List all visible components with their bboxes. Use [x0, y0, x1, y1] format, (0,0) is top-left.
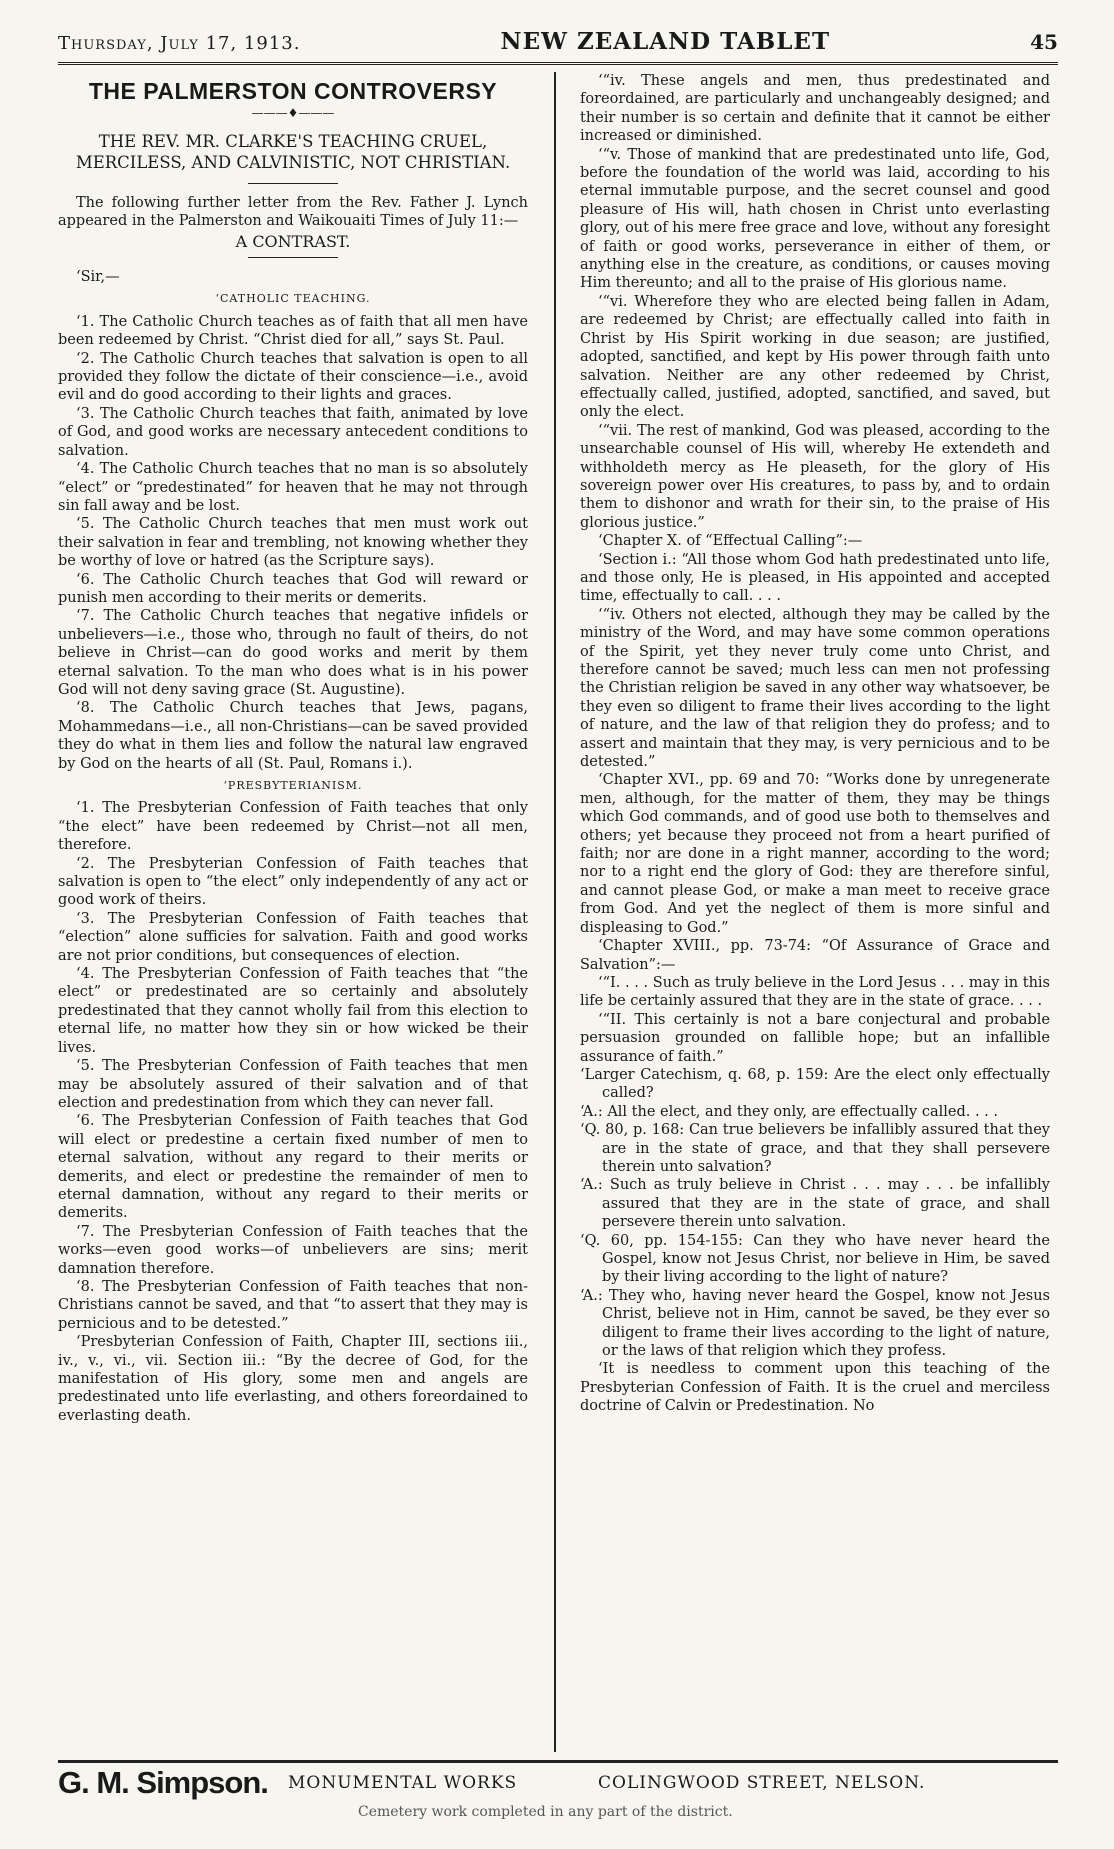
- presbyterian-point: ‘4. The Presbyterian Confession of Faith teaches that “the elect” or predestinated are so certainly and absolutely predestinated that they cannot wholly fail from this election to eternal life, no matter how they sin or how wicked be their lives.: [58, 966, 528, 1056]
- catholic-teaching-list: [58, 313, 528, 773]
- advert-address: COLINGWOOD STREET, NELSON.: [598, 1773, 926, 1793]
- presbyterian-list: [58, 799, 528, 1425]
- catholic-point: ‘2. The Catholic Church teaches that salvation is open to all provided they follow the dictate of their conscience—i.e., avoid evil and do good according to their lights and graces.: [58, 350, 528, 404]
- presbyterian-point: ‘Presbyterian Confession of Faith, Chapter III, sections iii., iv., v., vi., vii. Section iii.: “By the decree of God, for the manifestation of His glory, some men and angels are predestinated unto life everlasting, and others foreordained to everlasting death.: [58, 1334, 528, 1424]
- masthead: [58, 28, 1058, 65]
- confession-paragraph: ‘“vii. The rest of mankind, God was pleased, according to the unsearchable counsel of His will, whereby He extendeth and withholdeth mercy as He pleaseth, for the glory of His sovereign power over His creatures, to pass by, and to ordain them to dishonor and wrath for their sin, to the praise of His glorious justice.”: [580, 422, 1050, 531]
- issue-date: Thursday, July 17, 1913.: [58, 33, 301, 54]
- closing-paragraph: ‘It is needless to comment upon this teaching of the Presbyterian Confession of Faith. It is the cruel and merciless doctrine of Calvin or Predestination. No: [580, 1361, 1050, 1415]
- catechism-item: ‘Larger Catechism, q. 68, p. 159: Are the elect only effectually called?: [580, 1066, 1050, 1102]
- presbyterian-point: ‘3. The Presbyterian Confession of Faith teaches that “election” alone sufficies for salvation. Faith and good works are not prior conditions, but consequences of election.: [58, 910, 528, 964]
- presbyterian-heading: ‘PRESBYTERIANISM.: [223, 779, 363, 792]
- presbyterian-point: ‘5. The Presbyterian Confession of Faith teaches that men may be absolutely assured of their salvation and of that election and predestination from which they can never fall.: [58, 1058, 528, 1111]
- presbyterian-point: ‘8. The Presbyterian Confession of Faith teaches that non-Christians cannot be saved, and that “to assert that they may is pernicious and to be detested.”: [58, 1278, 528, 1332]
- newspaper-page: [58, 28, 1058, 1828]
- catechism-item: ‘A.: Such as truly believe in Christ . . . may . . . be infallibly assured that they are in the state of grace, and shall persevere therein unto salvation.: [580, 1177, 1050, 1231]
- divider: [248, 183, 338, 184]
- salutation: ‘Sir,—: [76, 269, 120, 286]
- article-columns: [58, 72, 1058, 1752]
- article-subtitle: THE REV. MR. CLARKE'S TEACHING CRUEL, MERCILESS, AND CALVINISTIC, NOT CHRISTIAN.: [75, 131, 511, 172]
- confession-paragraph: ‘“iv. These angels and men, thus predestinated and foreordained, are particularly and unchangeably designed; and their number is so certain and definite that it cannot be either increased or diminished.: [580, 73, 1050, 145]
- catechism-item: ‘A.: All the elect, and they only, are effectually called. . . .: [580, 1103, 999, 1120]
- catholic-point: ‘8. The Catholic Church teaches that Jews, pagans, Mohammedans—i.e., all non-Christians—can be saved provided they do what in them lies and follow the natural law engraved by God on the hearts of all (St. Paul, Romans i.).: [58, 700, 528, 772]
- confession-paragraph: ‘Chapter XVIII., pp. 73-74: “Of Assurance of Grace and Salvation”:—: [580, 938, 1050, 973]
- advert-firm: G. M. Simpson.: [58, 1765, 268, 1800]
- advert-cut-line: Cemetery work completed in any part of the district.: [358, 1804, 733, 1820]
- confession-paragraph: ‘“II. This certainly is not a bare conjectural and probable persuasion grounded on fallible hope; but an infallible assurance of faith.”: [580, 1011, 1050, 1065]
- paper-title: NEW ZEALAND TABLET: [500, 28, 831, 55]
- catechism-item: ‘A.: They who, having never heard the Gospel, know not Jesus Christ, believe not in Him, cannot be saved, be they ever so diligent to frame their lives according to the light of nature, or the laws of that religion which they profess.: [580, 1287, 1050, 1360]
- confession-paragraph: ‘“I. . . . Such as truly believe in the Lord Jesus . . . may in this life be certainly assured that they are in the state of grace. . . .: [580, 974, 1050, 1010]
- divider: [248, 257, 338, 258]
- page-number: 45: [1030, 30, 1058, 54]
- presbyterian-point: ‘1. The Presbyterian Confession of Faith teaches that only “the elect” have been redeemed by Christ—not all men, therefore.: [58, 800, 528, 854]
- catholic-point: ‘1. The Catholic Church teaches as of faith that all men have been redeemed by Christ. “Christ died for all,” says St. Paul.: [58, 313, 528, 349]
- catechism-list: [580, 1066, 1050, 1361]
- advertisement: [58, 1760, 1058, 1803]
- column-rule: [554, 72, 556, 1752]
- confession-paragraph: ‘“v. Those of mankind that are predestinated unto life, God, before the foundation of the world was laid, according to his eternal immutable purpose, and the secret counsel and good pleasure of His will, hath chosen in Christ unto everlasting glory, out of his mere free grace and love, without any foresight of faith or good works, perseverance in either of them, or anything else in the creature, as conditions, or causes moving Him thereunto; and all to the praise of His glorious name.: [580, 146, 1050, 292]
- contrast-heading: A CONTRAST.: [235, 231, 351, 251]
- catholic-point: ‘6. The Catholic Church teaches that God will reward or punish men according to their merits or demerits.: [58, 571, 528, 606]
- catechism-item: ‘Q. 80, p. 168: Can true believers be infallibly assured that they are in the state of grace, and that they shall persevere therein unto salvation?: [580, 1122, 1050, 1175]
- confession-quotes: [580, 72, 1050, 1066]
- catholic-point: ‘3. The Catholic Church teaches that faith, animated by love of God, and good works are necessary antecedent conditions to salvation.: [58, 405, 528, 459]
- confession-paragraph: ‘Chapter XVI., pp. 69 and 70: “Works done by unregenerate men, although, for the matter of them, they may be things which God commands, and of good use both to themselves and others; yet because they proceed not from a heart purified of faith; nor are done in a right manner, according to the word; nor to a right end the glory of God: they are therefore sinful, and cannot please God, or make a man meet to receive grace from God. And yet the neglect of them is more sinful and displeasing to God.”: [580, 772, 1050, 936]
- catholic-point: ‘4. The Catholic Church teaches that no man is so absolutely “elect” or “predestinated” for heaven that he may not through sin fall away and be lost.: [58, 461, 528, 514]
- catholic-heading: ‘CATHOLIC TEACHING.: [215, 292, 371, 306]
- confession-paragraph: ‘Section i.: “All those whom God hath predestinated unto life, and those only, He is pleased, in His appointed and accepted time, effectually to call. . . .: [580, 551, 1050, 605]
- presbyterian-point: ‘7. The Presbyterian Confession of Faith teaches that the works—even good works—of unbelievers are sins; merit damnation therefore.: [58, 1223, 528, 1277]
- article-title: THE PALMERSTON CONTROVERSY: [88, 78, 498, 104]
- confession-paragraph: ‘Chapter X. of “Effectual Calling”:—: [598, 533, 863, 550]
- title-ornament: ———♦———: [251, 106, 335, 121]
- confession-paragraph: ‘“vi. Wherefore they who are elected being fallen in Adam, are redeemed by Christ; are effectually called into faith in Christ by His Spirit working in due season; are justified, adopted, sanctified, and kept by His power through faith unto salvation. Neither are any other redeemed by Christ, effectually called, justified, adopted, sanctified, and saved, but only the elect.: [580, 293, 1050, 421]
- confession-paragraph: ‘“iv. Others not elected, although they may be called by the ministry of the Word, and may have some common operations of the Spirit, yet they never truly come unto Christ, and therefore cannot be saved; much less can men not professing the Christian religion be saved in any other way whatsoever, be they even so diligent to frame their lives according to the light of nature, and the law of that religion they do profess; and to assert and maintain that they may, is very pernicious and to be detested.”: [580, 606, 1050, 771]
- presbyterian-point: ‘6. The Presbyterian Confession of Faith teaches that God will elect or predestine a certain fixed number of men to eternal salvation, without any regard to their merits or demerits, and elect or predestine the remainder of men to eternal damnation, without any regard to their merits or demerits.: [58, 1113, 528, 1222]
- catholic-point: ‘7. The Catholic Church teaches that negative infidels or unbelievers—i.e., those who, through no fault of theirs, do not believe in Christ—can do good works and merit by them eternal salvation. To the man who does what is in his power God will not deny saving grace (St. Augustine).: [58, 608, 528, 698]
- presbyterian-point: ‘2. The Presbyterian Confession of Faith teaches that salvation is open to “the elect” only independently of any act or good work of theirs.: [58, 855, 528, 909]
- catholic-point: ‘5. The Catholic Church teaches that men must work out their salvation in fear and trembling, not knowing whether they be worthy of love or hatred (as the Scripture says).: [58, 516, 528, 570]
- left-column: [58, 72, 528, 1752]
- catechism-item: ‘Q. 60, pp. 154-155: Can they who have never heard the Gospel, know not Jesus Christ, nor believe in Him, be saved by their living according to the light of nature?: [580, 1232, 1050, 1286]
- right-column: [580, 72, 1050, 1752]
- advert-works: MONUMENTAL WORKS: [288, 1773, 518, 1793]
- intro-paragraph: The following further letter from the Rev. Father J. Lynch appeared in the Palmerston and Waikouaiti Times of July 11:—: [58, 194, 528, 230]
